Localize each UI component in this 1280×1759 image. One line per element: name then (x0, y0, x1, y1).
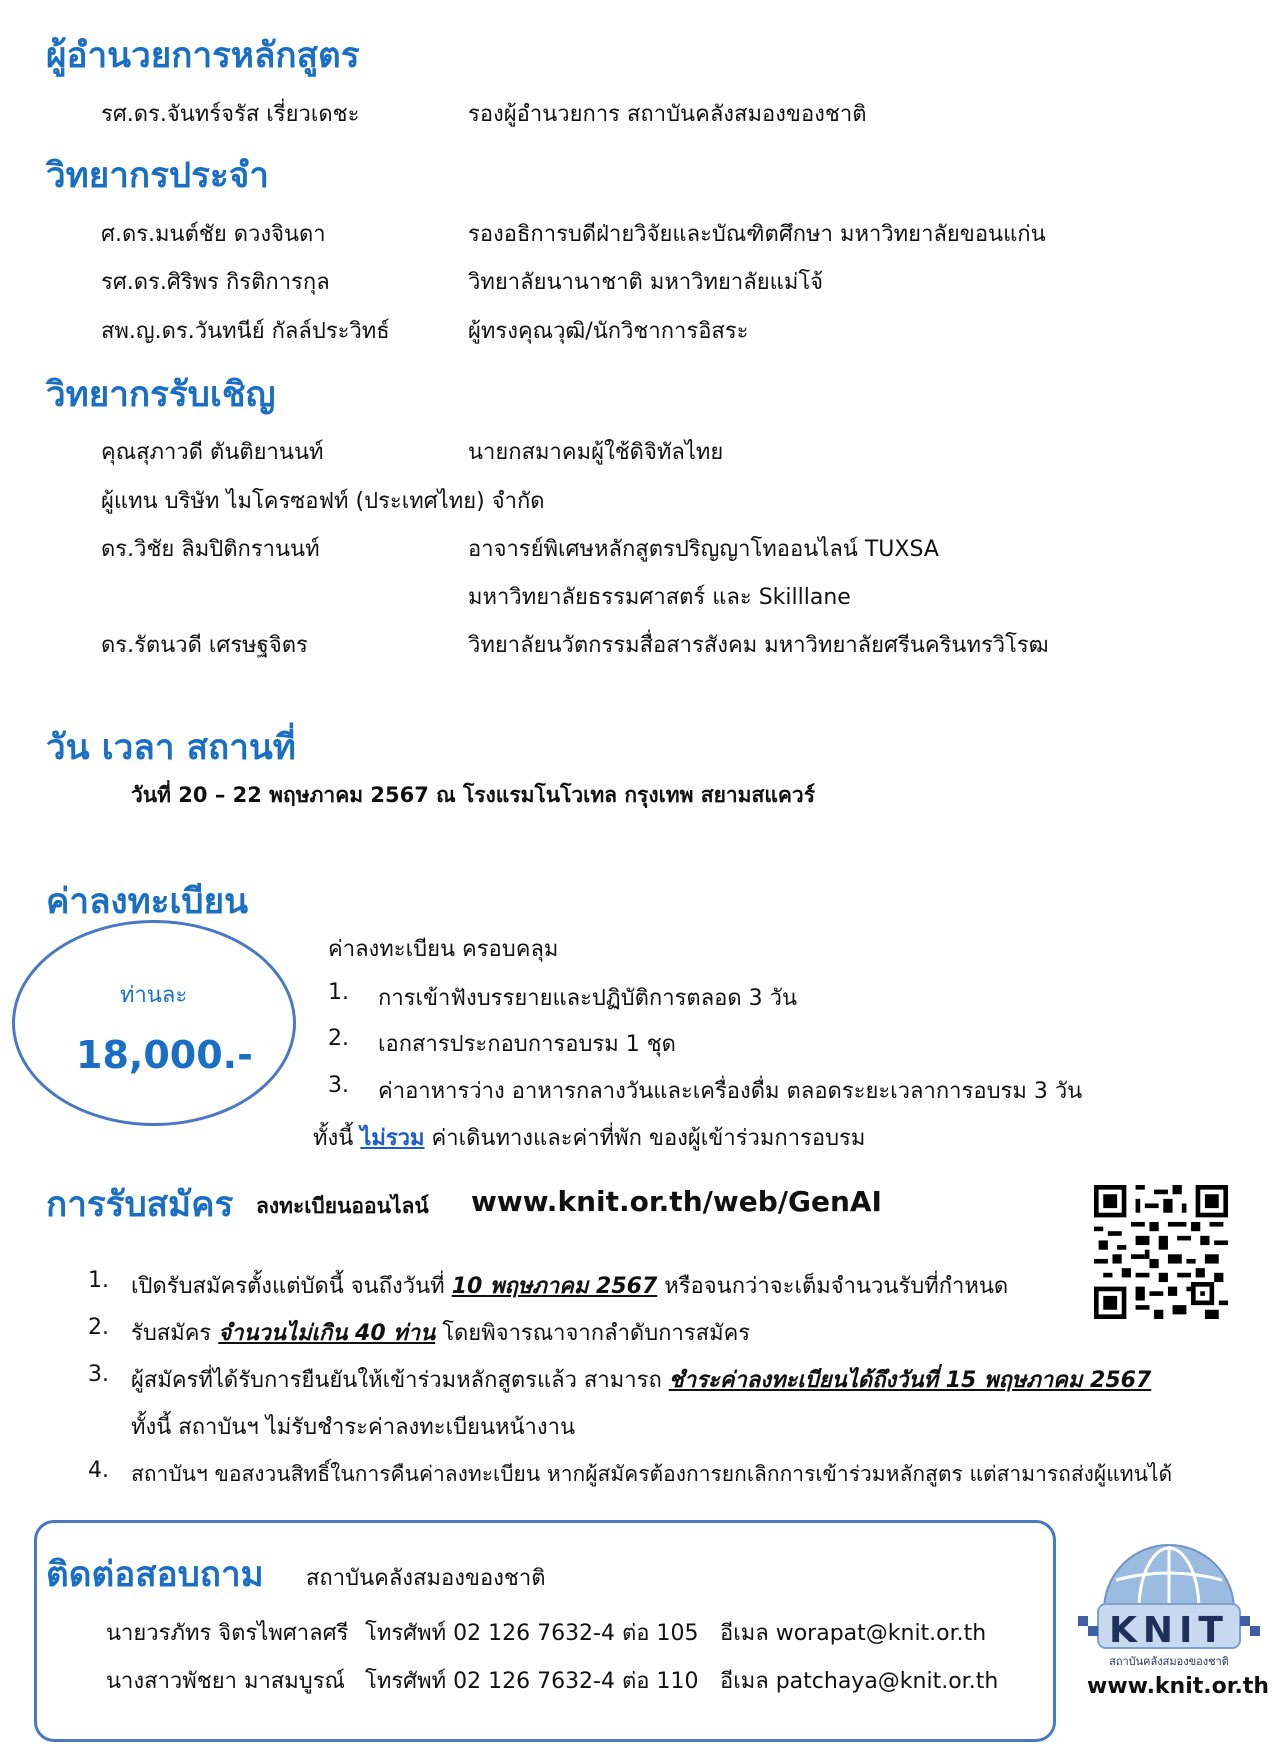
resident-role: วิทยาลัยนานาชาติ มหาวิทยาลัยแม่โจ้ (468, 270, 824, 295)
resident-role: ผู้ทรงคุณวุฒิ/นักวิชาการอิสระ (468, 319, 749, 344)
logo-text: KNIT (1109, 1610, 1229, 1651)
resident-name: รศ.ดร.ศิริพร กิรติการกุล (101, 270, 330, 295)
fee-note-suffix: ค่าเดินทางและค่าที่พัก ของผู้เข้าร่วมการอบรม (424, 1126, 866, 1151)
fee-note (313, 1120, 865, 1155)
registration-item-text: เปิดรับสมัครตั้งแต่บัดนี้ จนถึงวันที่ (131, 1274, 452, 1299)
guest-role: มหาวิทยาลัยธรรมศาสตร์ และ Skilllane (468, 585, 851, 610)
registration-item-text: ผู้สมัครที่ได้รับการยืนยันให้เข้าร่วมหลักสูตรแล้ว สามารถ (131, 1368, 669, 1393)
director-heading: ผู้อำนวยการหลักสูตร (46, 36, 360, 76)
logo-subtext: สถาบันคลังสมองของชาติ (1109, 1655, 1229, 1668)
contact-name: นางสาวพัชยา มาสมบูรณ์ (106, 1669, 345, 1694)
fee-item-num: 3. (328, 1073, 349, 1098)
registration-url[interactable]: www.knit.or.th/web/GenAI (471, 1185, 882, 1218)
fee-item-num: 2. (328, 1026, 349, 1051)
registration-heading: การรับสมัคร (46, 1185, 234, 1225)
guest-name: คุณสุภาวดี ตันติยานนท์ (101, 440, 324, 465)
guest-role: นายกสมาคมผู้ใช้ดิจิทัลไทย (468, 440, 724, 465)
registration-item-text: โดยพิจารณาจากลำดับการสมัคร (435, 1321, 751, 1346)
guest-role: วิทยาลัยนวัตกรรมสื่อสารสังคม มหาวิทยาลัยศรีนครินทรวิโรฒ (468, 633, 1049, 658)
fee-item: ค่าอาหารว่าง อาหารกลางวันและเครื่องดื่ม ตลอดระยะเวลาการอบรม 3 วัน (378, 1079, 1083, 1104)
contact-phone: โทรศัพท์ 02 126 7632-4 ต่อ 110 (365, 1669, 699, 1694)
registration-item-emphasis: จำนวนไม่เกิน 40 ท่าน (218, 1321, 436, 1346)
resident-heading: วิทยากรประจำ (46, 156, 269, 196)
fee-ellipse (12, 920, 296, 1126)
registration-item-text: หรือจนกว่าจะเต็มจำนวนรับที่กำหนด (657, 1274, 1009, 1299)
director-role: รองผู้อำนวยการ สถาบันคลังสมองของชาติ (468, 102, 867, 127)
qr-code[interactable] (1094, 1185, 1228, 1319)
fee-note-prefix: ทั้งนี้ (313, 1126, 361, 1151)
registration-item-num: 4. (88, 1458, 109, 1483)
guest-role: อาจารย์พิเศษหลักสูตรปริญญาโทออนไลน์ TUXSA (468, 537, 939, 562)
registration-item: ทั้งนี้ สถาบันฯ ไม่รับชำระค่าลงทะเบียนหน้างาน (131, 1415, 576, 1440)
contact-heading: ติดต่อสอบถาม (46, 1555, 264, 1595)
registration-online-label: ลงทะเบียนออนไลน์ (256, 1194, 429, 1218)
contact-phone: โทรศัพท์ 02 126 7632-4 ต่อ 105 (365, 1621, 699, 1646)
registration-item-num: 1. (88, 1268, 109, 1293)
schedule-heading: วัน เวลา สถานที่ (46, 728, 296, 768)
guest-heading: วิทยากรรับเชิญ (46, 375, 276, 415)
registration-item (131, 1315, 750, 1350)
website-link[interactable]: www.knit.or.th (1087, 1674, 1269, 1699)
director-name: รศ.ดร.จันทร์จรัส เรี่ยวเดชะ (101, 102, 360, 127)
resident-name: สพ.ญ.ดร.วันทนีย์ กัลล์ประวิทธ์ (101, 319, 390, 344)
registration-item-num: 2. (88, 1315, 109, 1340)
contact-org: สถาบันคลังสมองของชาติ (306, 1566, 546, 1591)
guest-name: ดร.วิชัย ลิมปิติกรานนท์ (101, 537, 320, 562)
fee-note-excluded: ไม่รวม (360, 1126, 425, 1151)
registration-item-emphasis: 10 พฤษภาคม 2567 (451, 1274, 658, 1299)
contact-email[interactable]: อีเมล patchaya@knit.or.th (720, 1669, 999, 1694)
registration-item-emphasis: ชำระค่าลงทะเบียนได้ถึงวันที่ 15 พฤษภาคม 2567 (668, 1368, 1152, 1393)
knit-logo (1076, 1530, 1262, 1668)
resident-name: ศ.ดร.มนต์ชัย ดวงจินดา (101, 222, 326, 247)
fee-item: การเข้าฟังบรรยายและปฏิบัติการตลอด 3 วัน (378, 986, 798, 1011)
guest-name: ผู้แทน บริษัท ไมโครซอฟท์ (ประเทศไทย) จำกัด (101, 489, 545, 514)
resident-role: รองอธิการบดีฝ่ายวิจัยและบัณฑิตศึกษา มหาวิทยาลัยขอนแก่น (468, 222, 1046, 247)
guest-name: ดร.รัตนวดี เศรษฐจิตร (101, 633, 308, 658)
registration-item: สถาบันฯ ขอสงวนสิทธิ์ในการคืนค่าลงทะเบียน หากผู้สมัครต้องการยกเลิกการเข้าร่วมหลักสูตร แต่สามารถส่งผู้แทนได้ (131, 1462, 1173, 1486)
registration-item-num: 3. (88, 1362, 109, 1387)
fee-item: เอกสารประกอบการอบรม 1 ชุด (378, 1032, 676, 1057)
fee-covers: ค่าลงทะเบียน ครอบคลุม (328, 937, 559, 962)
fee-heading: ค่าลงทะเบียน (46, 882, 249, 922)
registration-item-text: รับสมัคร (131, 1321, 219, 1346)
fee-item-num: 1. (328, 980, 349, 1005)
contact-email[interactable]: อีเมล worapat@knit.or.th (720, 1621, 987, 1646)
fee-amount: 18,000.- (76, 1033, 253, 1077)
fee-per-person: ท่านละ (120, 983, 188, 1008)
registration-item (131, 1268, 1008, 1303)
contact-name: นายวรภัทร จิตรไพศาลศรี (106, 1621, 349, 1646)
registration-item (131, 1362, 1151, 1397)
schedule-text: วันที่ 20 – 22 พฤษภาคม 2567 ณ โรงแรมโนโวเทล กรุงเทพ สยามสแควร์ (131, 783, 815, 807)
